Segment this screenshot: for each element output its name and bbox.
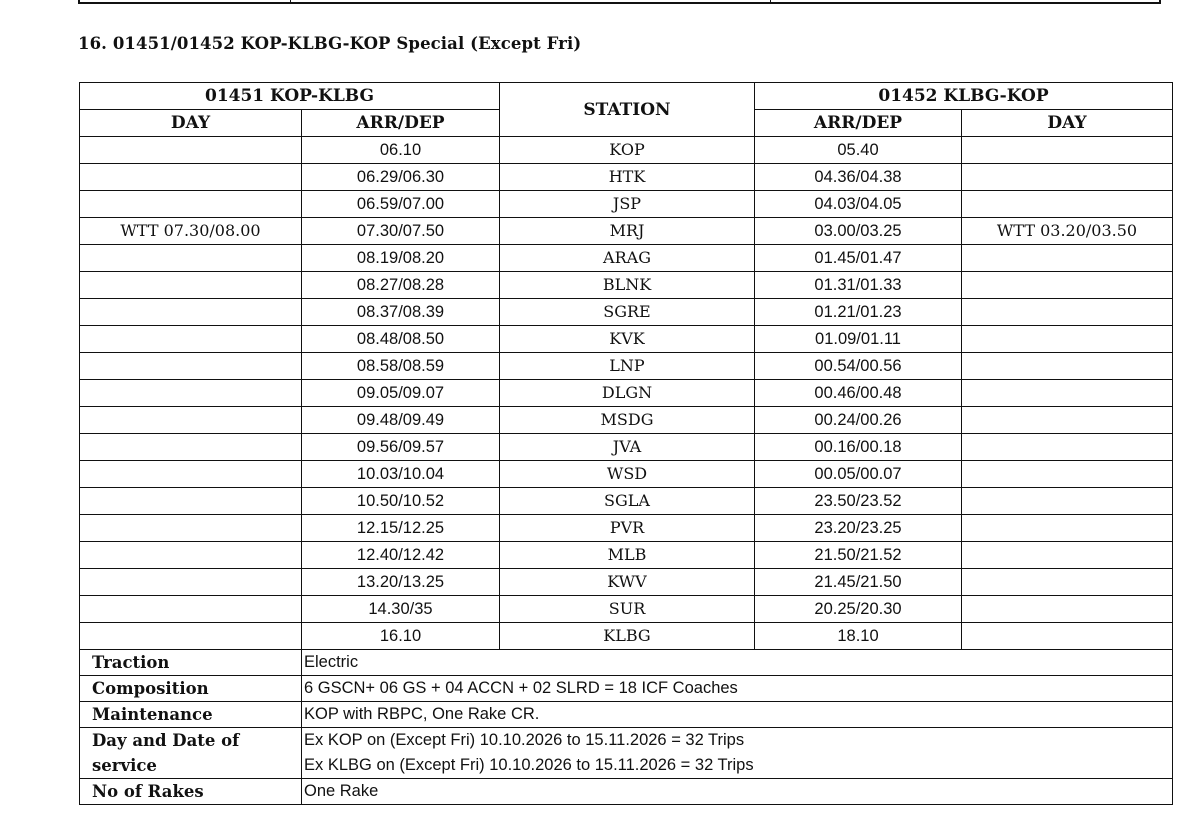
station-cell: MLB	[500, 542, 755, 569]
station-cell: SGRE	[500, 299, 755, 326]
station-cell: HTK	[500, 164, 755, 191]
day-down-cell	[962, 488, 1173, 515]
day-up-cell	[80, 326, 302, 353]
day-down-cell	[962, 299, 1173, 326]
arrdep-up-cell: 10.03/10.04	[302, 461, 500, 488]
day-up-cell	[80, 137, 302, 164]
header-arrdep-up: ARR/DEP	[302, 110, 500, 137]
day-up-cell	[80, 191, 302, 218]
header-day-up: DAY	[80, 110, 302, 137]
day-down-cell	[962, 542, 1173, 569]
arrdep-down-cell: 01.09/01.11	[755, 326, 962, 353]
day-down-cell	[962, 380, 1173, 407]
arrdep-up-cell: 06.59/07.00	[302, 191, 500, 218]
day-up-cell	[80, 488, 302, 515]
day-up-cell	[80, 515, 302, 542]
arrdep-down-cell: 00.05/00.07	[755, 461, 962, 488]
arrdep-up-cell: 16.10	[302, 623, 500, 650]
day-down-cell	[962, 326, 1173, 353]
previous-table-bottom-edge	[78, 0, 1161, 4]
station-cell: WSD	[500, 461, 755, 488]
arrdep-down-cell: 03.00/03.25	[755, 218, 962, 245]
arrdep-up-cell: 14.30/35	[302, 596, 500, 623]
arrdep-up-cell: 08.37/08.39	[302, 299, 500, 326]
day-up-cell	[80, 272, 302, 299]
table-row	[80, 623, 1173, 650]
arrdep-up-cell: 08.19/08.20	[302, 245, 500, 272]
table-row	[80, 407, 1173, 434]
arrdep-down-cell: 21.45/21.50	[755, 569, 962, 596]
arrdep-down-cell: 00.54/00.56	[755, 353, 962, 380]
day-up-cell	[80, 569, 302, 596]
table-row	[80, 434, 1173, 461]
service-label	[80, 728, 302, 779]
station-cell: SUR	[500, 596, 755, 623]
day-down-cell	[962, 434, 1173, 461]
day-up-cell	[80, 299, 302, 326]
station-cell: KOP	[500, 137, 755, 164]
timetable-body	[80, 137, 1173, 805]
header-row-trains	[80, 83, 1173, 110]
day-down-cell	[962, 596, 1173, 623]
day-up-cell	[80, 164, 302, 191]
arrdep-up-cell: 06.29/06.30	[302, 164, 500, 191]
arrdep-down-cell: 20.25/20.30	[755, 596, 962, 623]
arrdep-up-cell: 08.58/08.59	[302, 353, 500, 380]
day-up-cell	[80, 407, 302, 434]
day-up-cell	[80, 353, 302, 380]
station-cell: SGLA	[500, 488, 755, 515]
service-value	[302, 728, 1173, 779]
day-up-cell	[80, 542, 302, 569]
header-station: STATION	[500, 83, 755, 137]
day-up-cell: WTT 07.30/08.00	[80, 218, 302, 245]
station-cell: KLBG	[500, 623, 755, 650]
arrdep-up-cell: 12.40/12.42	[302, 542, 500, 569]
station-cell: ARAG	[500, 245, 755, 272]
arrdep-up-cell: 12.15/12.25	[302, 515, 500, 542]
maintenance-label: Maintenance	[80, 702, 302, 728]
day-up-cell	[80, 434, 302, 461]
station-cell: MRJ	[500, 218, 755, 245]
arrdep-down-cell: 01.31/01.33	[755, 272, 962, 299]
arrdep-down-cell: 21.50/21.52	[755, 542, 962, 569]
service-label-line2: service	[92, 756, 157, 775]
table-row	[80, 137, 1173, 164]
composition-value: 6 GSCN+ 06 GS + 04 ACCN + 02 SLRD = 18 ICF Coaches	[302, 676, 1173, 702]
day-down-cell	[962, 461, 1173, 488]
maintenance-value: KOP with RBPC, One Rake CR.	[302, 702, 1173, 728]
arrdep-down-cell: 04.36/04.38	[755, 164, 962, 191]
arrdep-down-cell: 18.10	[755, 623, 962, 650]
table-row	[80, 245, 1173, 272]
header-train-down: 01452 KLBG-KOP	[755, 83, 1173, 110]
table-row	[80, 299, 1173, 326]
station-cell: DLGN	[500, 380, 755, 407]
arrdep-up-cell: 10.50/10.52	[302, 488, 500, 515]
table-row	[80, 353, 1173, 380]
arrdep-up-cell: 09.56/09.57	[302, 434, 500, 461]
day-down-cell	[962, 515, 1173, 542]
station-cell: KWV	[500, 569, 755, 596]
table-row	[80, 164, 1173, 191]
day-up-cell	[80, 245, 302, 272]
table-row	[80, 515, 1173, 542]
traction-label: Traction	[80, 650, 302, 676]
table-row	[80, 191, 1173, 218]
arrdep-up-cell: 08.27/08.28	[302, 272, 500, 299]
station-cell: PVR	[500, 515, 755, 542]
day-down-cell	[962, 164, 1173, 191]
day-down-cell	[962, 353, 1173, 380]
arrdep-down-cell: 00.46/00.48	[755, 380, 962, 407]
service-value-line1: Ex KOP on (Except Fri) 10.10.2026 to 15.11.2026 = 32 Trips	[304, 731, 745, 749]
header-day-down: DAY	[962, 110, 1173, 137]
arrdep-up-cell: 09.05/09.07	[302, 380, 500, 407]
table-row	[80, 272, 1173, 299]
table-row	[80, 488, 1173, 515]
day-down-cell	[962, 569, 1173, 596]
station-cell: MSDG	[500, 407, 755, 434]
rakes-row	[80, 779, 1173, 805]
day-down-cell	[962, 272, 1173, 299]
day-down-cell	[962, 245, 1173, 272]
composition-label: Composition	[80, 676, 302, 702]
day-down-cell: WTT 03.20/03.50	[962, 218, 1173, 245]
arrdep-up-cell: 08.48/08.50	[302, 326, 500, 353]
station-cell: LNP	[500, 353, 755, 380]
traction-row	[80, 650, 1173, 676]
table-row	[80, 218, 1173, 245]
section-title: 16. 01451/01452 KOP-KLBG-KOP Special (Except Fri)	[78, 34, 582, 53]
service-row	[80, 728, 1173, 779]
day-up-cell	[80, 461, 302, 488]
station-cell: BLNK	[500, 272, 755, 299]
arrdep-up-cell: 09.48/09.49	[302, 407, 500, 434]
service-label-line1: Day and Date of	[92, 731, 240, 750]
header-train-up: 01451 KOP-KLBG	[80, 83, 500, 110]
header-arrdep-down: ARR/DEP	[755, 110, 962, 137]
station-cell: JVA	[500, 434, 755, 461]
table-row	[80, 542, 1173, 569]
composition-row	[80, 676, 1173, 702]
day-down-cell	[962, 407, 1173, 434]
table-row	[80, 326, 1173, 353]
day-down-cell	[962, 137, 1173, 164]
arrdep-up-cell: 13.20/13.25	[302, 569, 500, 596]
service-value-line2: Ex KLBG on (Except Fri) 10.10.2026 to 15.11.2026 = 32 Trips	[304, 756, 754, 774]
table-row	[80, 596, 1173, 623]
arrdep-up-cell: 07.30/07.50	[302, 218, 500, 245]
day-up-cell	[80, 623, 302, 650]
arrdep-down-cell: 01.21/01.23	[755, 299, 962, 326]
previous-table-divider	[290, 0, 291, 4]
arrdep-down-cell: 04.03/04.05	[755, 191, 962, 218]
rakes-label: No of Rakes	[80, 779, 302, 805]
day-down-cell	[962, 191, 1173, 218]
arrdep-down-cell: 00.24/00.26	[755, 407, 962, 434]
arrdep-up-cell: 06.10	[302, 137, 500, 164]
arrdep-down-cell: 01.45/01.47	[755, 245, 962, 272]
table-row	[80, 461, 1173, 488]
day-up-cell	[80, 380, 302, 407]
timetable	[79, 82, 1173, 805]
station-cell: JSP	[500, 191, 755, 218]
previous-table-divider	[770, 0, 771, 4]
arrdep-down-cell: 05.40	[755, 137, 962, 164]
table-row	[80, 380, 1173, 407]
arrdep-down-cell: 23.20/23.25	[755, 515, 962, 542]
day-down-cell	[962, 623, 1173, 650]
arrdep-down-cell: 00.16/00.18	[755, 434, 962, 461]
table-row	[80, 569, 1173, 596]
arrdep-down-cell: 23.50/23.52	[755, 488, 962, 515]
station-cell: KVK	[500, 326, 755, 353]
day-up-cell	[80, 596, 302, 623]
maintenance-row	[80, 702, 1173, 728]
rakes-value: One Rake	[302, 779, 1173, 805]
traction-value: Electric	[302, 650, 1173, 676]
